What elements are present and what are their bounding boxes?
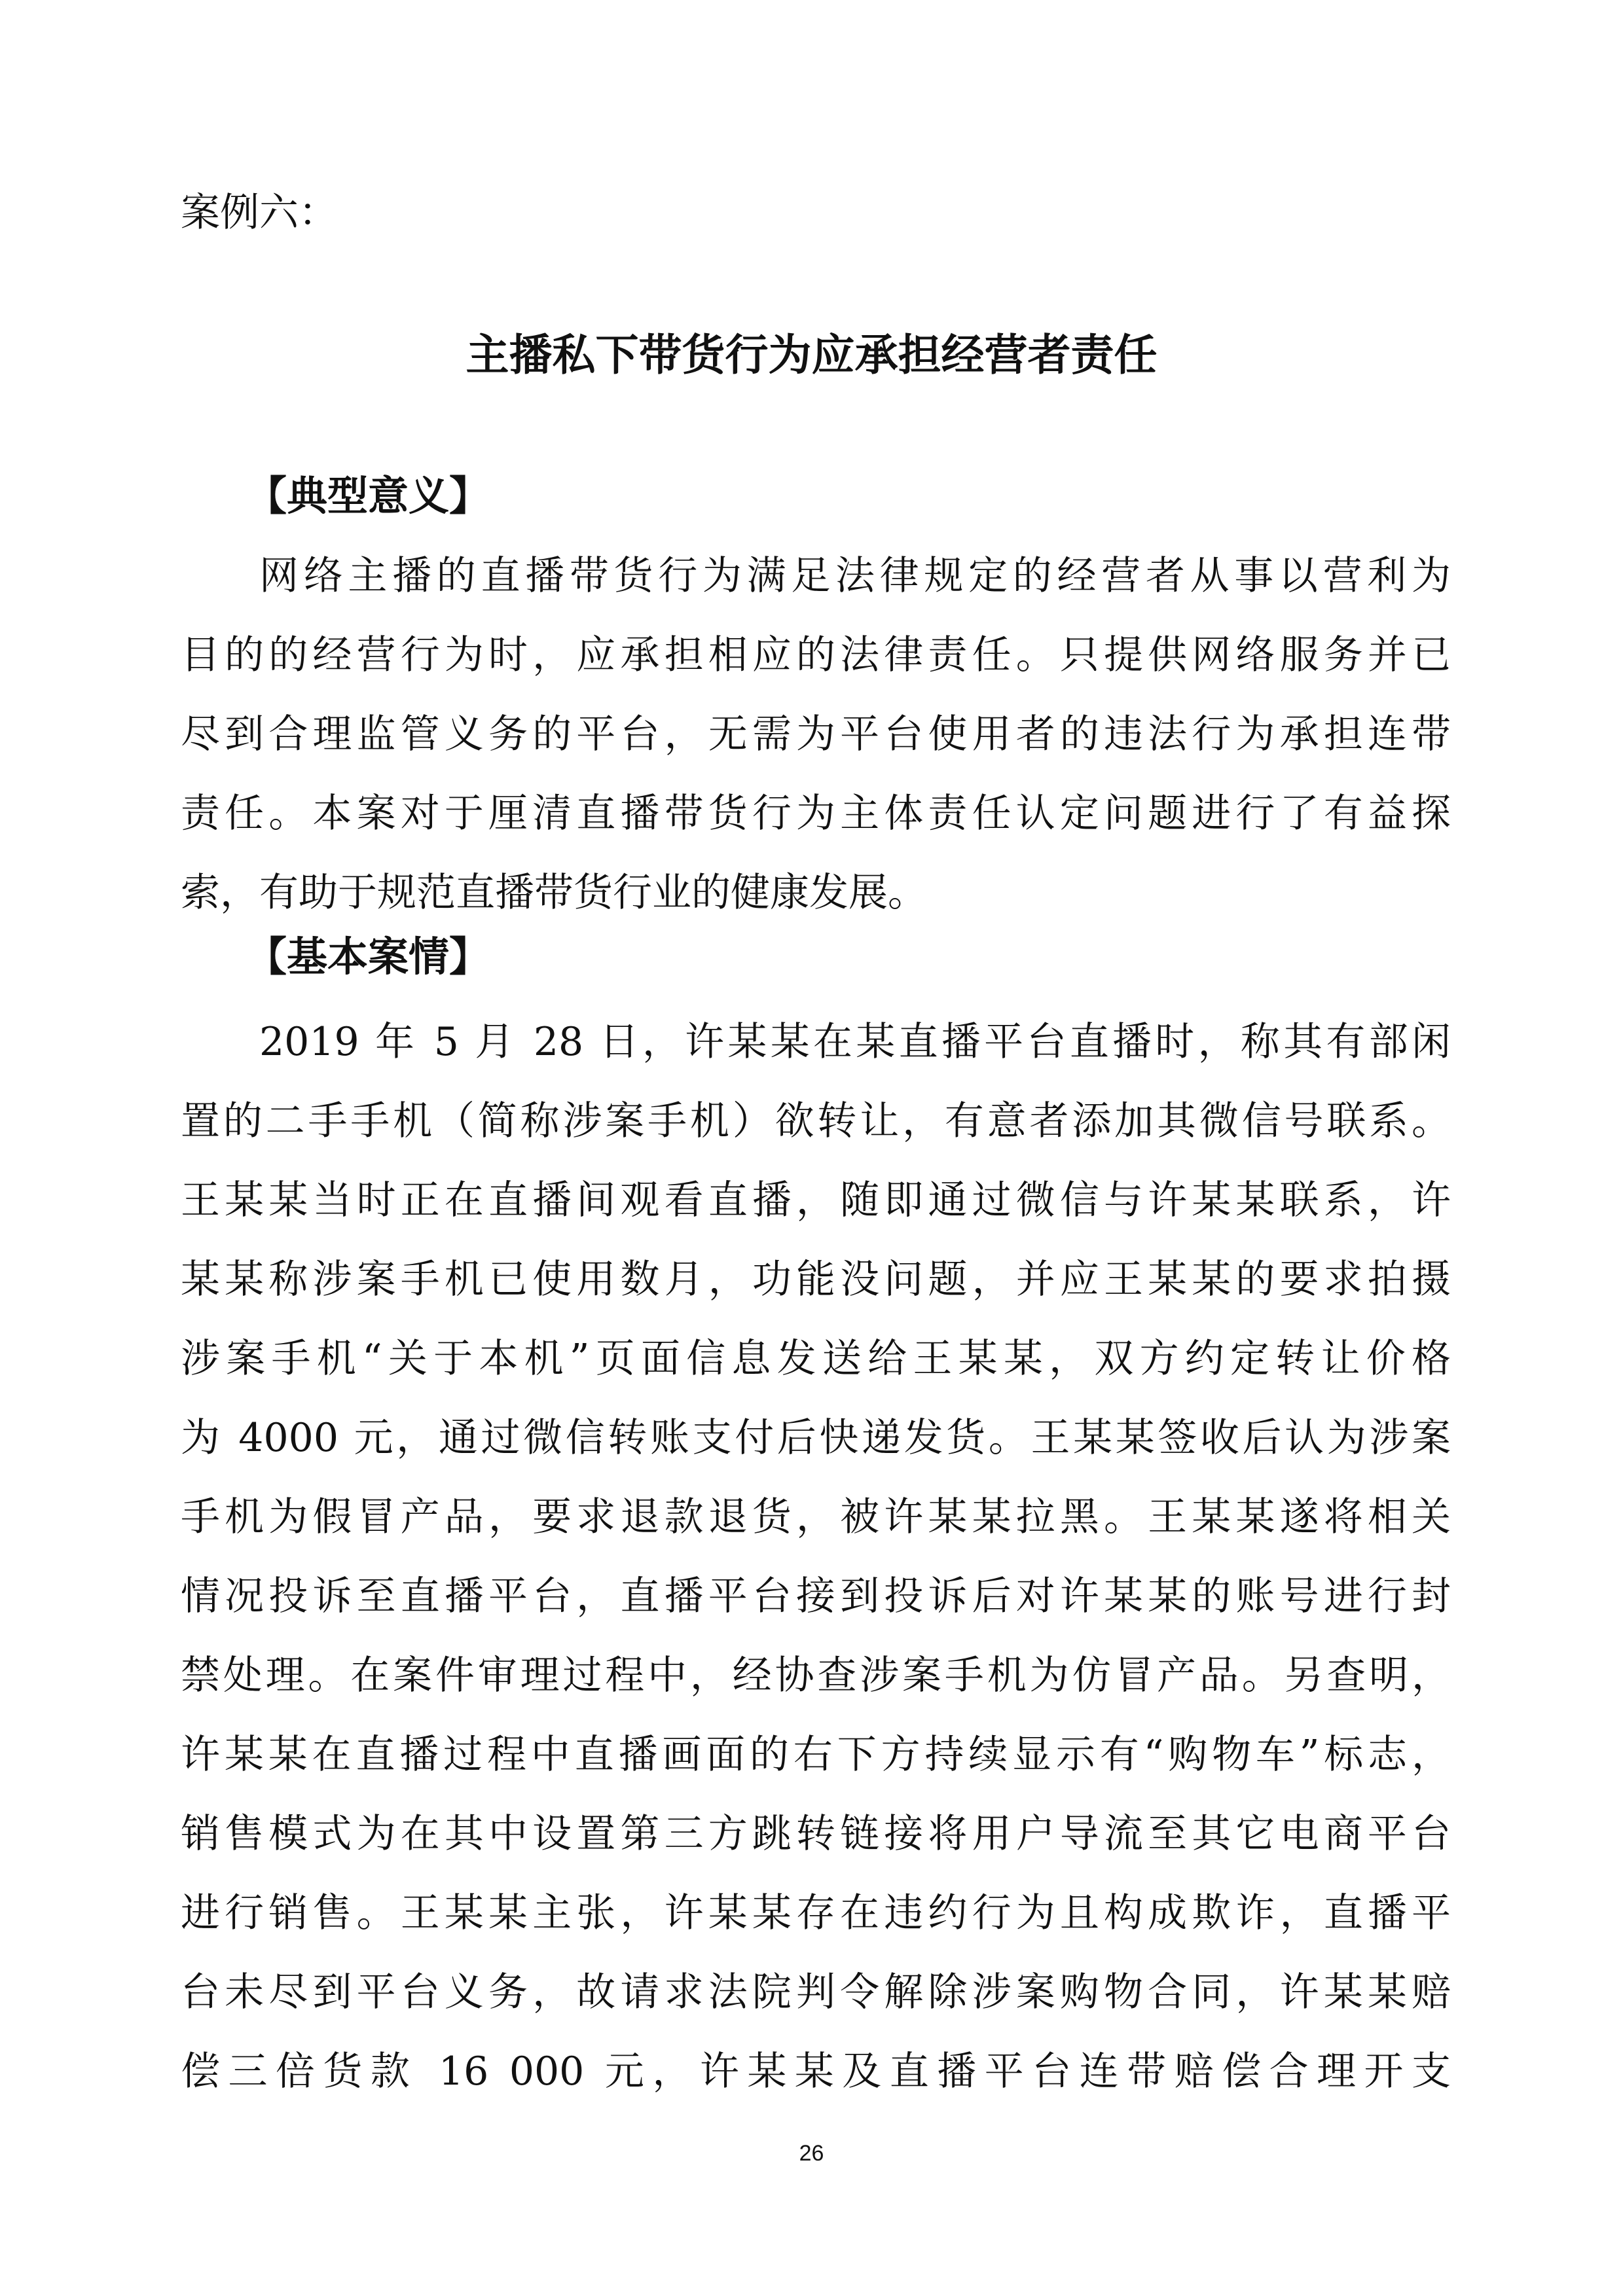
paragraph-line: 索，有助于规范直播带货行业的健康发展。 xyxy=(181,870,927,916)
paragraph-line: 为 4000 元，通过微信转账支付后快递发货。王某某签收后认为涉案 xyxy=(181,1415,1451,1461)
paragraph-line: 责任。本案对于厘清直播带货行为主体责任认定问题进行了有益探 xyxy=(181,791,1451,836)
paragraph-line: 手机为假冒产品，要求退款退货，被许某某拉黑。王某某遂将相关 xyxy=(181,1494,1451,1540)
document-title: 主播私下带货行为应承担经营者责任 xyxy=(465,330,1158,380)
paragraph-line: 台未尽到平台义务，故请求法院判令解除涉案购物合同，许某某赔 xyxy=(181,1969,1451,2015)
paragraph-line: 情况投诉至直播平台，直播平台接到投诉后对许某某的账号进行封 xyxy=(181,1573,1451,1619)
paragraph-line: 禁处理。在案件审理过程中，经协查涉案手机为仿冒产品。另查明， xyxy=(181,1653,1451,1698)
paragraph-line: 王某某当时正在直播间观看直播，随即通过微信与许某某联系，许 xyxy=(181,1177,1451,1223)
paragraph-line: 进行销售。王某某主张，许某某存在违约行为且构成欺诈，直播平 xyxy=(181,1890,1451,1936)
significance-paragraph xyxy=(181,537,1451,933)
paragraph-line: 某某称涉案手机已使用数月，功能没问题，并应王某某的要求拍摄 xyxy=(181,1257,1451,1302)
section-heading-significance: 【典型意义】 xyxy=(246,472,490,520)
paragraph-line: 涉案手机“关于本机”页面信息发送给王某某，双方约定转让价格 xyxy=(181,1336,1451,1382)
case-facts-paragraph xyxy=(181,1003,1451,2111)
paragraph-line: 尽到合理监管义务的平台，无需为平台使用者的违法行为承担连带 xyxy=(181,711,1451,757)
paragraph-line: 网络主播的直播带货行为满足法律规定的经营者从事以营利为 xyxy=(259,553,1451,599)
paragraph-line: 目的的经营行为时，应承担相应的法律责任。只提供网络服务并已 xyxy=(181,632,1451,678)
case-label: 案例六： xyxy=(181,190,338,236)
paragraph-line: 2019 年 5 月 28 日，许某某在某直播平台直播时，称其有部闲 xyxy=(259,1019,1451,1065)
paragraph-line: 销售模式为在其中设置第三方跳转链接将用户导流至其它电商平台 xyxy=(181,1811,1451,1857)
paragraph-line: 偿三倍货款 16 000 元，许某某及直播平台连带赔偿合理开支 xyxy=(181,2049,1451,2094)
section-heading-case-facts: 【基本案情】 xyxy=(246,933,490,980)
paragraph-line: 许某某在直播过程中直播画面的右下方持续显示有“购物车”标志， xyxy=(181,1732,1451,1778)
paragraph-line: 置的二手手机（简称涉案手机）欲转让，有意者添加其微信号联系。 xyxy=(181,1098,1451,1144)
page-number: 26 xyxy=(799,2141,824,2166)
